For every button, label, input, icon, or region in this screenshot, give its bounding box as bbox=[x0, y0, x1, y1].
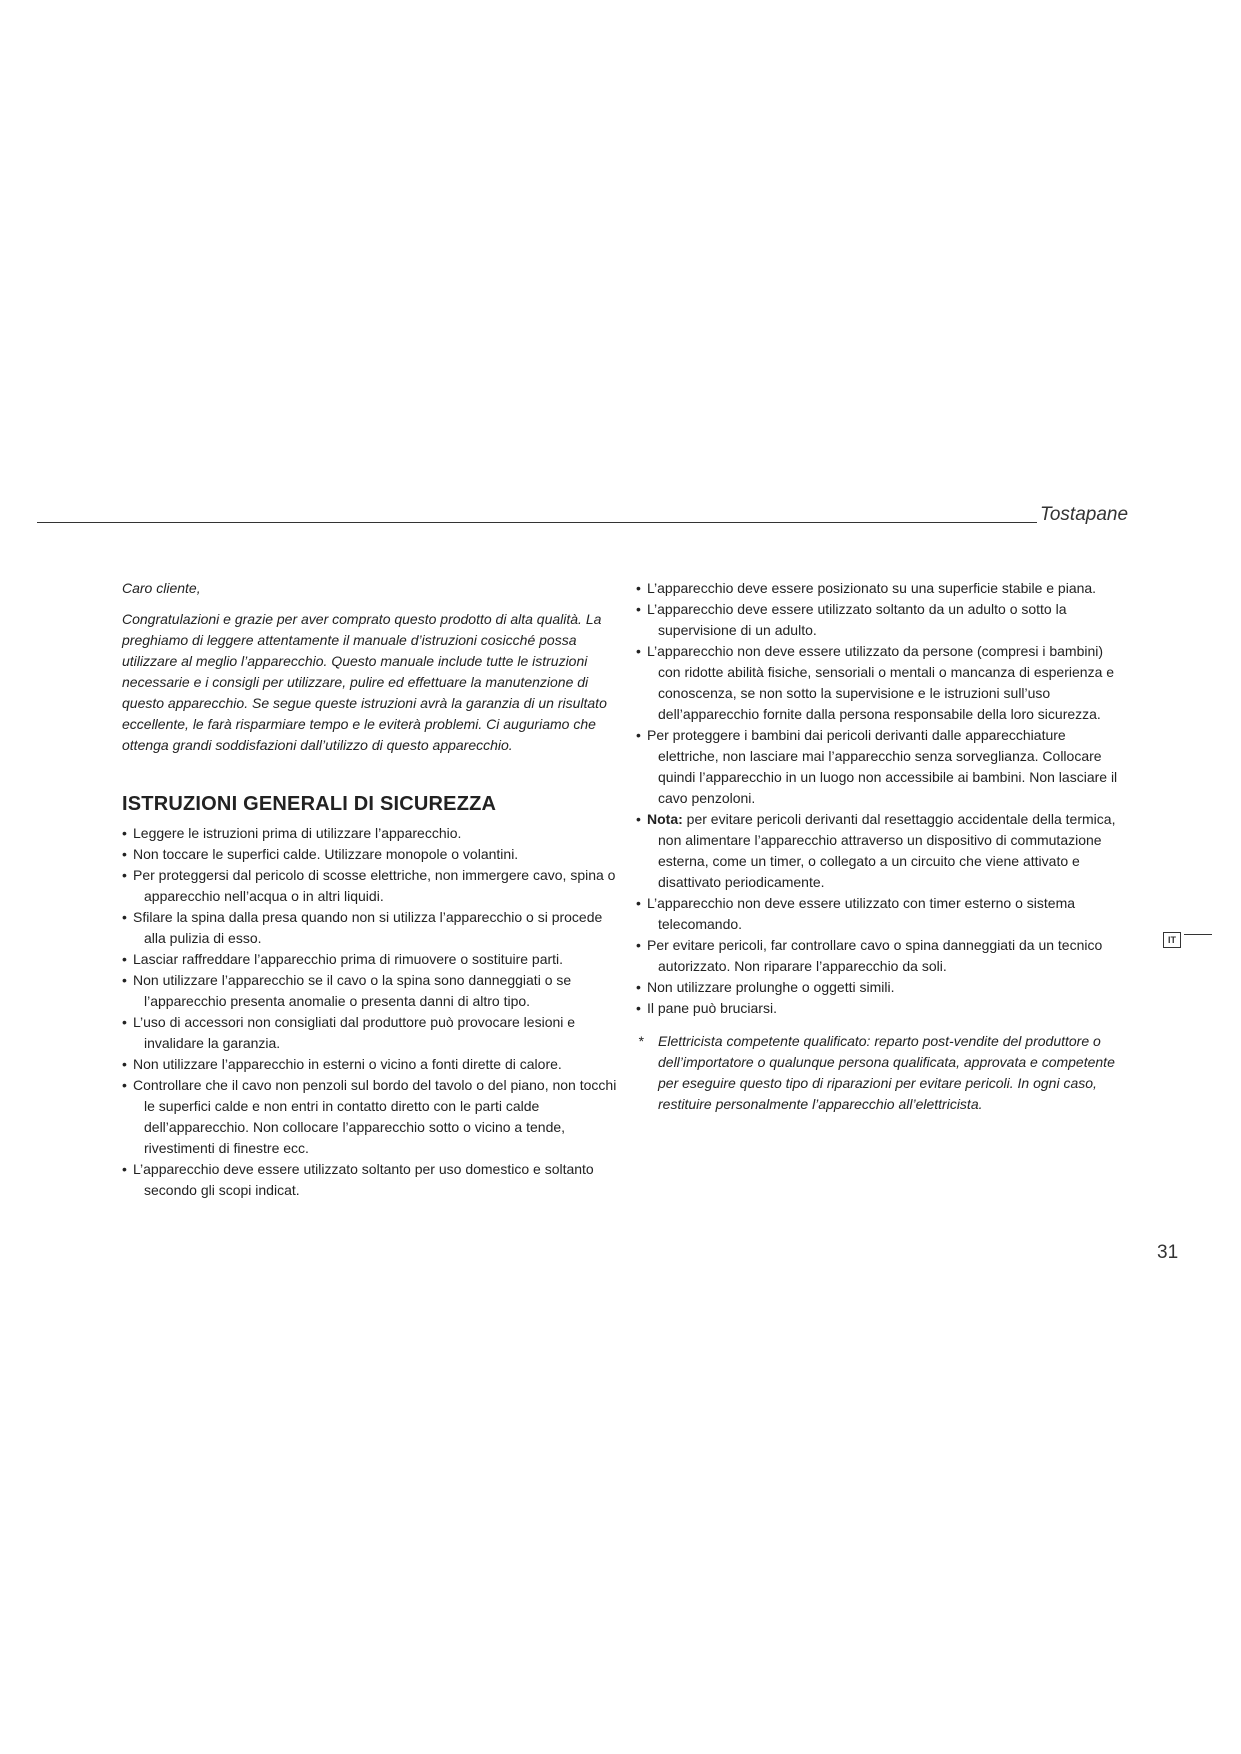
list-item: • Lasciar raffreddare l’apparecchio prima di rimuovere o sostituire parti. bbox=[122, 949, 617, 970]
list-item: • Il pane può bruciarsi. bbox=[636, 998, 1126, 1019]
list-item: • Non toccare le superfici calde. Utilizzare monopole o volantini. bbox=[122, 844, 617, 865]
left-column bbox=[122, 578, 617, 1201]
safety-list-left bbox=[122, 823, 617, 1201]
page-header-title: Tostapane bbox=[1040, 504, 1129, 525]
list-item: • Per proteggere i bambini dai pericoli derivanti dalle apparecchiature elettriche, non lasciare mai l’apparecchio senza sorveglianza. Collocare quindi l’apparecchio in un luogo non accessibile ai bambini. Non lasciare il cavo penzoloni. bbox=[636, 725, 1126, 809]
note-item bbox=[636, 809, 1126, 893]
list-item: • L’uso di accessori non consigliati dal produttore può provocare lesioni e invalidare la garanzia. bbox=[122, 1012, 617, 1054]
list-item: • Non utilizzare l’apparecchio in esterni o vicino a fonti dirette di calore. bbox=[122, 1054, 617, 1075]
list-item: • L’apparecchio deve essere utilizzato soltanto da un adulto o sotto la supervisione di un adulto. bbox=[636, 599, 1126, 641]
language-tab-rule bbox=[1184, 934, 1212, 935]
note-text: per evitare pericoli derivanti dal resettaggio accidentale della termica, non alimentare l’apparecchio attraverso un dispositivo di commutazione esterna, come un timer, o collegato a un circuito che viene attivato e disattivato periodicamente. bbox=[658, 811, 1116, 890]
list-item: • Non utilizzare prolunghe o oggetti simili. bbox=[636, 977, 1126, 998]
list-item: • Non utilizzare l’apparecchio se il cavo o la spina sono danneggiati o se l’apparecchio presenta anomalie o presenta danni di altro tipo. bbox=[122, 970, 617, 1012]
section-title: ISTRUZIONI GENERALI DI SICUREZZA bbox=[122, 793, 497, 815]
list-item: • Per evitare pericoli, far controllare cavo o spina danneggiati da un tecnico autorizzato. Non riparare l’apparecchio da soli. bbox=[636, 935, 1126, 977]
right-column bbox=[636, 578, 1126, 1115]
footnote-asterisk: * bbox=[638, 1033, 644, 1049]
list-item: • L’apparecchio deve essere utilizzato soltanto per uso domestico e soltanto secondo gli scopi indicat. bbox=[122, 1159, 617, 1201]
safety-list-right bbox=[636, 578, 1126, 1019]
intro-paragraph: Congratulazioni e grazie per aver comprato questo prodotto di alta qualità. La preghiamo di leggere attentamente il manuale d’istruzioni cosicché possa utilizzare al meglio l’apparecchio. Questo manuale include tutte le istruzioni necessarie e i consigli per utilizzare, pulire ed effettuare la manutenzione di questo apparecchio. Se segue queste istruzioni avrà la garanzia di un risultato eccellente, le farà risparmiare tempo e le eviterà problemi. Ci auguriamo che ottenga grandi soddisfazioni dall’utilizzo di questo apparecchio. bbox=[122, 611, 607, 753]
list-item: • L’apparecchio non deve essere utilizzato da persone (compresi i bambini) con ridotte abilità fisiche, sensoriali o mentali o mancanza di esperienza e conoscenza, se non sotto la supervisione e le istruzioni sull’uso dell’apparecchio fornite dalla persona responsabile della loro sicurezza. bbox=[636, 641, 1126, 725]
intro-salutation: Caro cliente, bbox=[122, 580, 201, 596]
list-item: • L’apparecchio non deve essere utilizzato con timer esterno o sistema telecomando. bbox=[636, 893, 1126, 935]
list-item: • Leggere le istruzioni prima di utilizzare l’apparecchio. bbox=[122, 823, 617, 844]
list-item: • Per proteggersi dal pericolo di scosse elettriche, non immergere cavo, spina o apparecchio nell’acqua o in altri liquidi. bbox=[122, 865, 617, 907]
language-tab: IT bbox=[1163, 932, 1181, 948]
footnote-text: Elettricista competente qualificato: reparto post-vendite del produttore o dell’importatore o qualunque persona qualificata, approvata e competente per eseguire questo tipo di riparazioni per evitare pericoli. In ogni caso, restituire personalmente l’apparecchio all’elettricista. bbox=[658, 1033, 1115, 1112]
header-rule bbox=[37, 522, 1037, 523]
note-label: Nota: bbox=[647, 811, 683, 827]
list-item: • L’apparecchio deve essere posizionato su una superficie stabile e piana. bbox=[636, 578, 1126, 599]
footnote bbox=[636, 1031, 1126, 1115]
list-item: • Controllare che il cavo non penzoli sul bordo del tavolo o del piano, non tocchi le superfici calde e non entri in contatto diretto con le parti calde dell’apparecchio. Non collocare l’apparecchio sotto o vicino a tende, rivestimenti di finestre ecc. bbox=[122, 1075, 617, 1159]
list-item: • Sfilare la spina dalla presa quando non si utilizza l’apparecchio o si procede alla pulizia di esso. bbox=[122, 907, 617, 949]
page-number: 31 bbox=[1157, 1242, 1179, 1263]
